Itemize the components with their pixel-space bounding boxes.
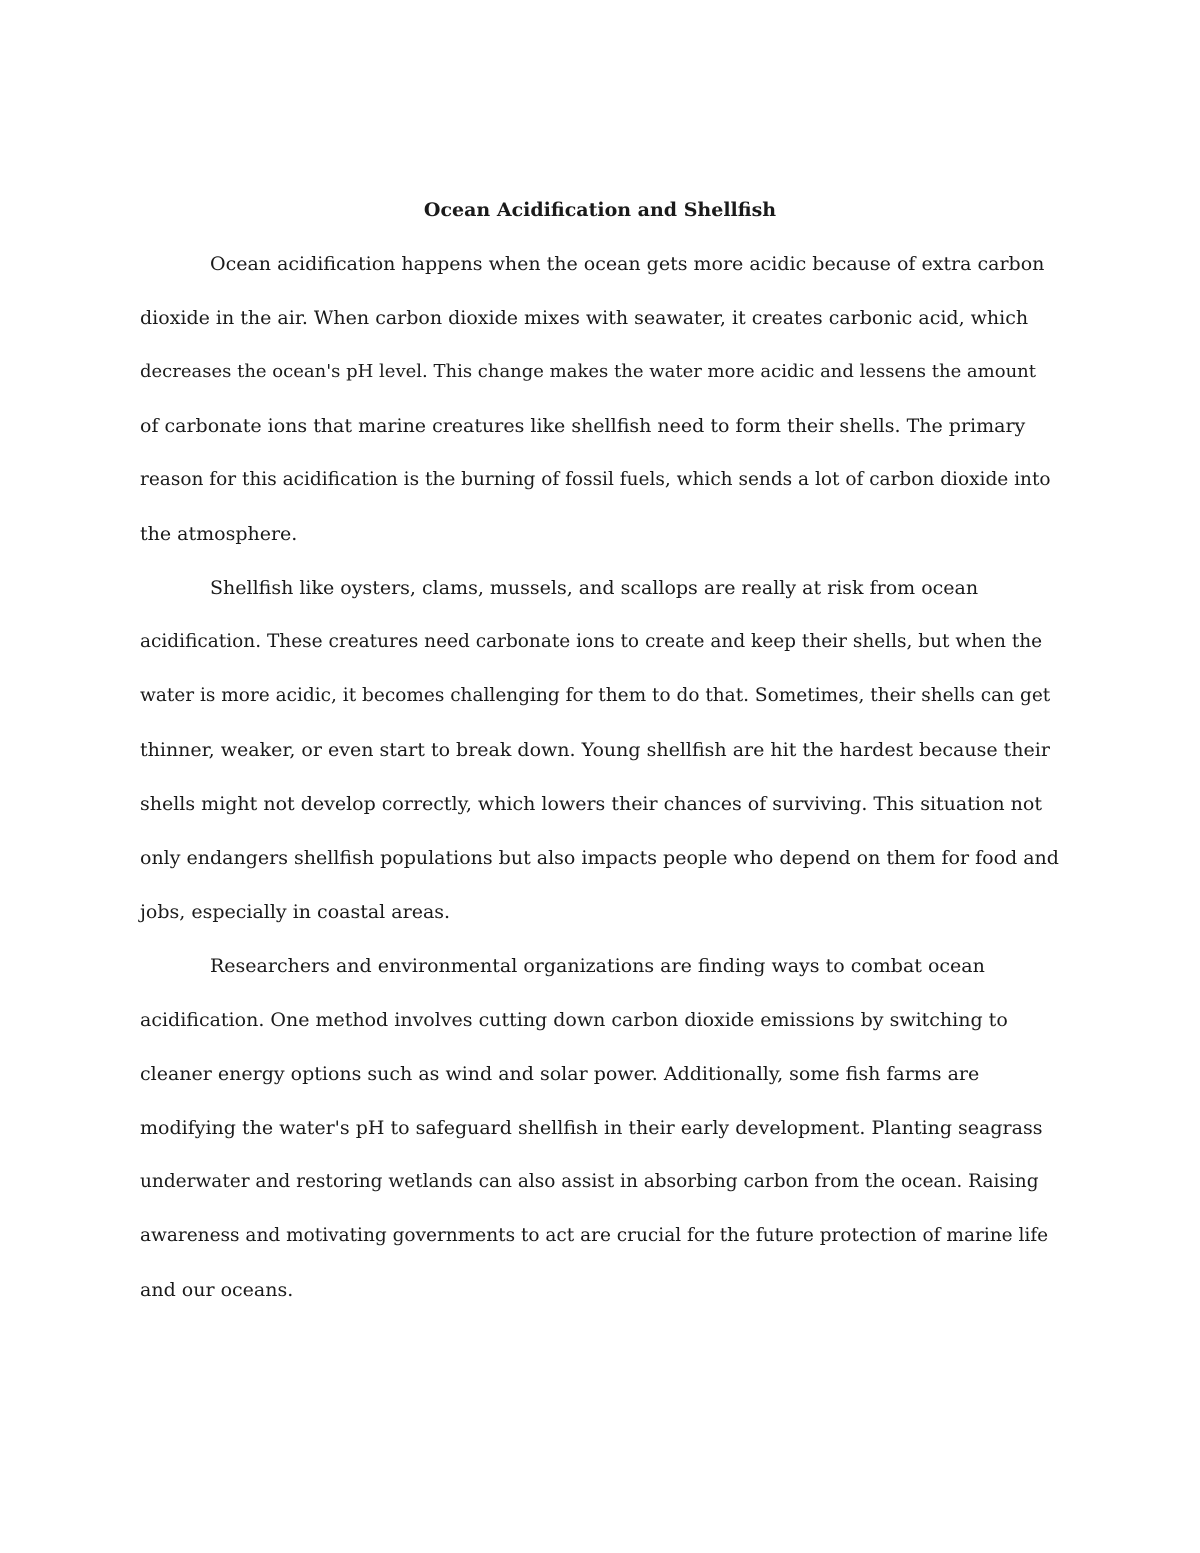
paragraph-2-line-2: acidification. These creatures need carbonate ions to create and keep their shells, but when the [140,631,1043,652]
paragraph-2-line-6: only endangers shellfish populations but also impacts people who depend on them for food and [140,847,1059,869]
paragraph-1-line-3: decreases the ocean's pH level. This change makes the water more acidic and lessens the amount [140,361,1036,382]
paragraph-1-line-2: dioxide in the air. When carbon dioxide mixes with seawater, it creates carbonic acid, which [140,307,1029,329]
paragraph-3-line-1: Researchers and environmental organizations are finding ways to combat ocean [210,955,985,977]
paragraph-3-line-3: cleaner energy options such as wind and solar power. Additionally, some fish farms are [140,1063,980,1085]
paragraph-1-line-5: reason for this acidification is the burning of fossil fuels, which sends a lot of carbon dioxide into [140,469,1051,490]
paragraph-1-line-4: of carbonate ions that marine creatures like shellfish need to form their shells. The primary [140,415,1026,437]
paragraph-3-line-5: underwater and restoring wetlands can also assist in absorbing carbon from the ocean. Raising [140,1171,1039,1192]
paragraph-3-line-6: awareness and motivating governments to act are crucial for the future protection of marine life [140,1225,1049,1246]
paragraph-3-line-4: modifying the water's pH to safeguard shellfish in their early development. Planting seagrass [140,1117,1043,1139]
paragraph-1-line-1: Ocean acidification happens when the ocean gets more acidic because of extra carbon [210,253,1045,275]
paragraph-2-line-5: shells might not develop correctly, which lowers their chances of surviving. This situation not [140,793,1042,815]
paragraph-2-line-4: thinner, weaker, or even start to break down. Young shellfish are hit the hardest because their [140,739,1050,761]
document-title: Ocean Acidification and Shellfish [423,199,777,221]
paragraph-1-line-6: the atmosphere. [140,523,298,545]
paragraph-3-line-7: and our oceans. [140,1279,294,1301]
paragraph-2-line-3: water is more acidic, it becomes challenging for them to do that. Sometimes, their shells can get [140,685,1051,706]
paragraph-2-line-7: jobs, especially in coastal areas. [140,901,451,923]
paragraph-2-line-1: Shellfish like oysters, clams, mussels, and scallops are really at risk from ocean [210,577,979,599]
paragraph-3-line-2: acidification. One method involves cutting down carbon dioxide emissions by switching to [140,1009,1008,1031]
